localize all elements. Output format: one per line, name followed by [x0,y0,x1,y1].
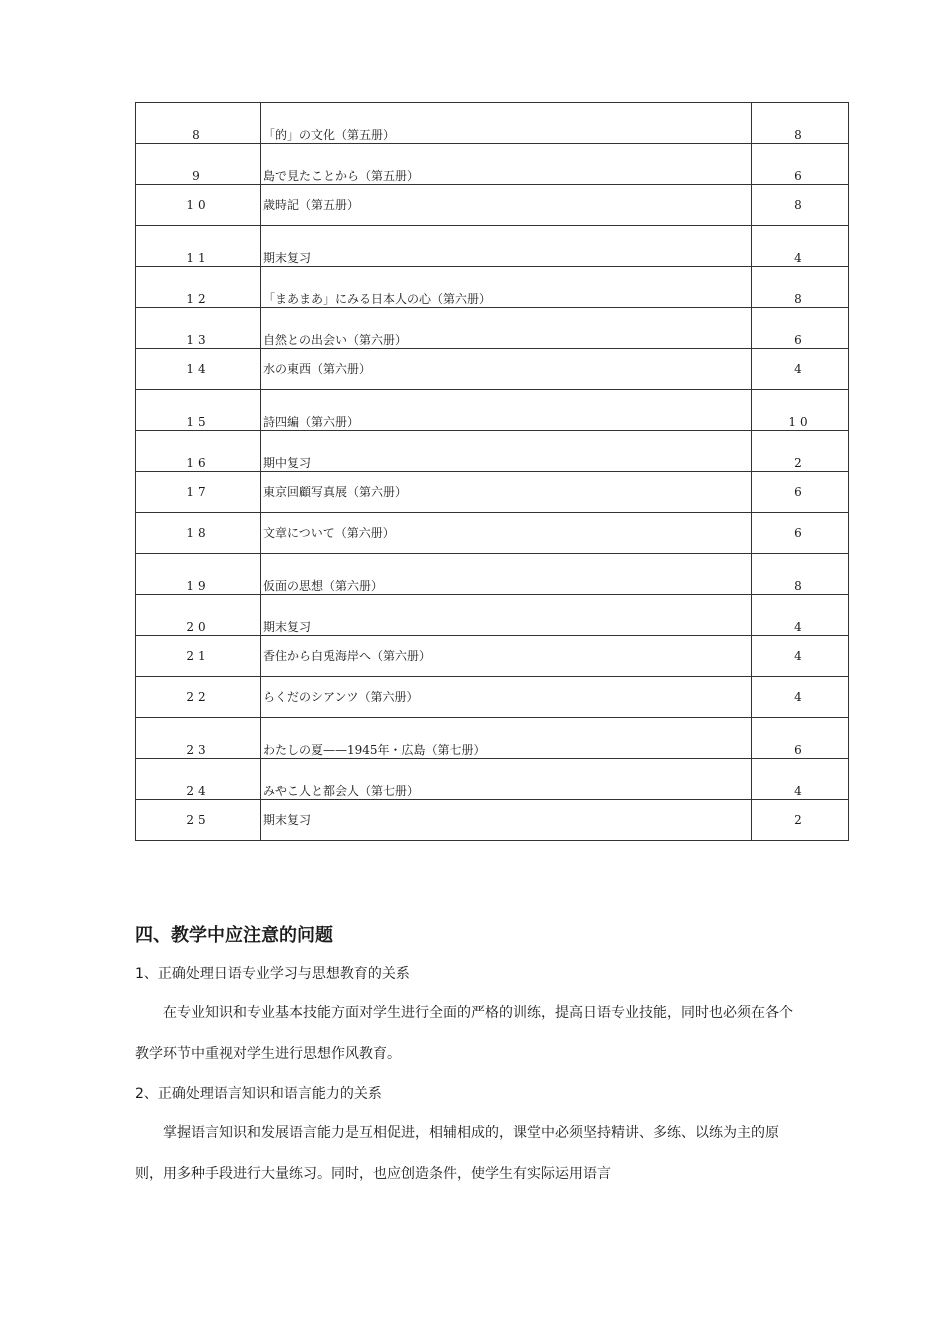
lesson-number: 14 [136,349,261,390]
table-row [136,554,849,595]
lesson-hours: 10 [752,390,849,431]
lesson-hours: 8 [752,554,849,595]
lesson-number: 16 [136,431,261,472]
lesson-hours: 6 [752,718,849,759]
table-row [136,636,849,677]
table-row [136,431,849,472]
lesson-title: 期末复习 [261,800,752,841]
lesson-hours: 8 [752,267,849,308]
lesson-title: 期中复习 [261,431,752,472]
lesson-number: 17 [136,472,261,513]
lesson-number: 13 [136,308,261,349]
table-row [136,103,849,144]
table-row [136,144,849,185]
table-row [136,759,849,800]
lesson-title: わたしの夏——1945年・広島（第七册） [261,718,752,759]
lesson-number: 9 [136,144,261,185]
lesson-number: 12 [136,267,261,308]
lesson-number: 23 [136,718,261,759]
lesson-title: みやこ人と都会人（第七册） [261,759,752,800]
lesson-hours: 6 [752,308,849,349]
item1-title: 1、正确处理日语专业学习与思想教育的关系 [135,966,410,982]
lesson-title: 水の東西（第六册） [261,349,752,390]
lesson-number: 22 [136,677,261,718]
table-row [136,595,849,636]
lesson-number: 19 [136,554,261,595]
lesson-hours: 4 [752,226,849,267]
lesson-hours: 6 [752,144,849,185]
lesson-title: 「まあまあ」にみる日本人の心（第六册） [261,267,752,308]
lesson-hours: 2 [752,800,849,841]
table-row [136,800,849,841]
lesson-number: 18 [136,513,261,554]
lesson-title: 歳時記（第五册） [261,185,752,226]
table-row [136,472,849,513]
table-row [136,390,849,431]
lesson-title: 期末复习 [261,226,752,267]
lesson-hours: 4 [752,759,849,800]
table-row [136,185,849,226]
lesson-number: 20 [136,595,261,636]
lesson-number: 21 [136,636,261,677]
table-row [136,349,849,390]
section-heading: 四、教学中应注意的问题 [135,925,333,946]
table-row [136,677,849,718]
lesson-hours: 4 [752,677,849,718]
schedule-table [135,102,849,841]
table-row [136,267,849,308]
lesson-number: 11 [136,226,261,267]
lesson-hours: 2 [752,431,849,472]
lesson-title: 東京回顧写真展（第六册） [261,472,752,513]
lesson-number: 24 [136,759,261,800]
lesson-title: 期末复习 [261,595,752,636]
lesson-hours: 4 [752,349,849,390]
lesson-hours: 4 [752,595,849,636]
item2-paragraph: 掌握语言知识和发展语言能力是互相促进，相辅相成的，课堂中必须坚持精讲、多练、以练为主的原则，用多种手段进行大量练习。同时，也应创造条件，使学生有实际运用语言 [135,1125,779,1182]
lesson-title: 「的」の文化（第五册） [261,103,752,144]
lesson-number: 15 [136,390,261,431]
lesson-hours: 6 [752,513,849,554]
lesson-number: 25 [136,800,261,841]
table-row [136,513,849,554]
lesson-hours: 6 [752,472,849,513]
lesson-title: 香住から白兎海岸へ（第六册） [261,636,752,677]
lesson-title: 自然との出会い（第六册） [261,308,752,349]
lesson-title: 仮面の思想（第六册） [261,554,752,595]
lesson-title: らくだのシアンツ（第六册） [261,677,752,718]
lesson-number: 8 [136,103,261,144]
table-row [136,226,849,267]
lesson-title: 詩四編（第六册） [261,390,752,431]
lesson-number: 10 [136,185,261,226]
lesson-title: 島で見たことから（第五册） [261,144,752,185]
item2-title: 2、正确处理语言知识和语言能力的关系 [135,1086,382,1102]
table-row [136,308,849,349]
lesson-title: 文章について（第六册） [261,513,752,554]
lesson-hours: 8 [752,185,849,226]
lesson-hours: 4 [752,636,849,677]
lesson-hours: 8 [752,103,849,144]
item1-paragraph: 在专业知识和专业基本技能方面对学生进行全面的严格的训练，提高日语专业技能，同时也必须在各个教学环节中重视对学生进行思想作风教育。 [135,1005,793,1062]
table-row [136,718,849,759]
